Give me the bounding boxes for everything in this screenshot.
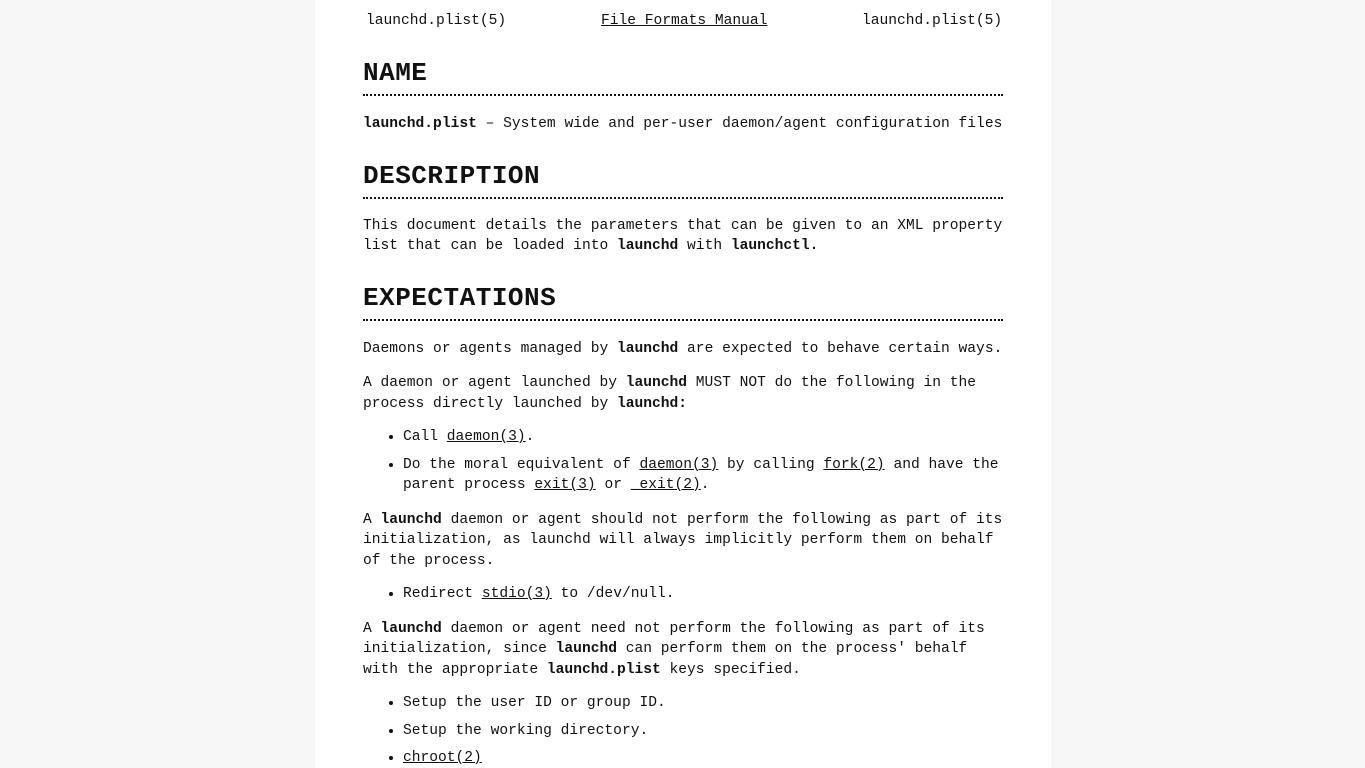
description-paragraph [363, 216, 1003, 257]
list-item: • Setup the user ID or group ID. [403, 693, 1003, 714]
description-text: with [678, 238, 731, 254]
expectations-paragraph-1 [363, 339, 1003, 360]
paragraph-text: daemon or agent should not perform the following as part of its initialization, as launchd will always implicitly perform them on behalf of the process. [363, 511, 1003, 569]
list-item [403, 748, 1003, 768]
list-item-text: Redirect [403, 586, 482, 602]
paragraph-text: A [363, 511, 381, 528]
list-item-text: . [700, 477, 710, 493]
need-not-list [363, 693, 1003, 768]
header-left-title: launchd.plist(5) [366, 13, 507, 29]
paragraph-text: Daemons or agents managed by [363, 340, 617, 357]
launchd-plist-term: launchd.plist [546, 661, 661, 678]
section-heading-name: NAME [363, 58, 1003, 96]
must-not-list [363, 427, 1003, 496]
launchd-term: launchd [625, 375, 688, 391]
description-period: . [809, 238, 819, 254]
manpage-page [315, 0, 1051, 768]
paragraph-text: daemon or agent need not perform the following as part of its initialization, since [363, 620, 985, 657]
launchd-term: launchd [380, 620, 442, 637]
paragraph-text: MUST NOT do the following in the process directly launched by [363, 375, 977, 412]
paragraph-text: can perform them on the process' behalf with the appropriate [363, 641, 968, 678]
daemon-3-link[interactable]: daemon(3) [639, 456, 719, 473]
list-item: • Setup the working directory. [403, 721, 1003, 742]
stdio-3-link[interactable]: stdio(3) [481, 586, 552, 602]
description-text: This document details the parameters that can be given to an XML property list that can be loaded into [363, 217, 1003, 254]
expectations-paragraph-3 [363, 510, 1003, 572]
launchd-term: launchd [555, 641, 617, 657]
expectations-paragraph-4 [363, 619, 1003, 681]
list-item-text: or [595, 477, 631, 493]
header-right-title: launchd.plist(5) [862, 13, 1003, 29]
list-item-text: and have the parent process [403, 456, 999, 493]
paragraph-text: A daemon or agent launched by [363, 375, 626, 391]
daemon-3-link[interactable]: daemon(3) [446, 429, 526, 445]
launchd-term: launchd: [616, 395, 688, 412]
list-item [403, 455, 1003, 496]
fork-2-link[interactable]: fork(2) [823, 456, 885, 473]
launchd-term: launchd [616, 340, 679, 357]
description-launchd-term: launchd [616, 238, 679, 254]
paragraph-text: A [363, 620, 381, 637]
manpage-content [363, 0, 1003, 768]
expectations-paragraph-2 [363, 373, 1003, 414]
section-heading-description: DESCRIPTION [363, 161, 1003, 199]
name-summary: System wide and per-user daemon/agent configuration files [503, 116, 1003, 132]
name-term: launchd.plist [363, 116, 477, 132]
list-item-text: Do the moral equivalent of [403, 456, 640, 473]
section-heading-expectations: EXPECTATIONS [363, 283, 1003, 321]
underscore-exit-2-link[interactable]: _exit(2) [630, 477, 701, 493]
list-item-text: by calling [718, 456, 824, 473]
list-item-text: Call [403, 429, 447, 445]
paragraph-text: keys specified. [660, 661, 801, 678]
launchd-term: launchd [380, 511, 442, 528]
list-item [403, 584, 1003, 605]
paragraph-text: are expected to behave certain ways. [678, 340, 1003, 357]
should-not-list [363, 584, 1003, 605]
header-center-title: File Formats Manual [601, 13, 768, 29]
list-item-text: to /dev/null. [551, 586, 675, 602]
list-item [403, 427, 1003, 448]
name-dash: – [476, 116, 504, 132]
exit-3-link[interactable]: exit(3) [534, 477, 596, 493]
name-paragraph [363, 114, 1003, 135]
chroot-2-link[interactable]: chroot(2) [403, 750, 482, 766]
description-launchctl-term: launchctl [730, 238, 810, 254]
manpage-header [363, 0, 1003, 42]
list-item-text: . [525, 429, 535, 445]
